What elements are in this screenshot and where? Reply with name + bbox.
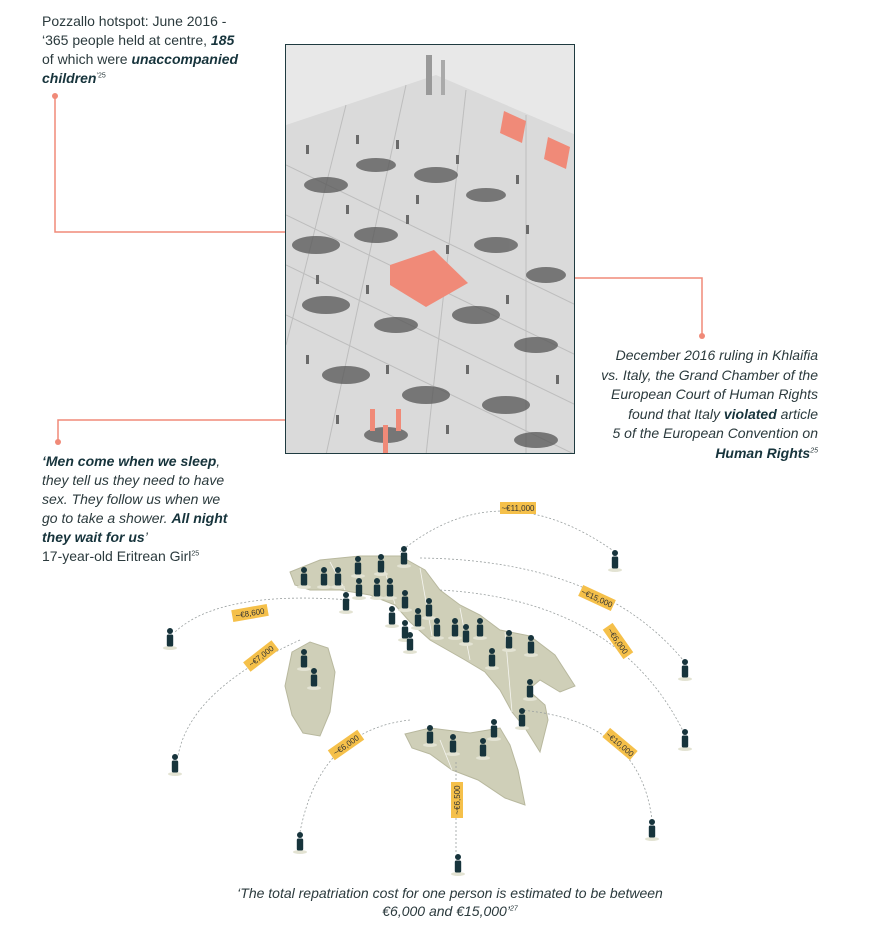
quote-line2: they tell us they need to have <box>42 472 225 488</box>
person-icon <box>339 592 353 614</box>
pozzallo-line3: of which were <box>42 51 132 67</box>
person-icon <box>168 754 182 776</box>
person-icon <box>385 606 399 628</box>
cost-tag-label: ~€8,600 <box>234 606 266 621</box>
ruling-human-rights: Human Rights <box>715 444 811 461</box>
pozzallo-dot <box>52 93 58 99</box>
person-icon <box>451 854 465 876</box>
cost-tag <box>243 640 279 672</box>
cost-tag <box>231 604 269 622</box>
pozzallo-line2: ‘365 people held at centre, <box>42 32 211 48</box>
ruling-line3: European Court of Human Rights <box>611 386 818 402</box>
repatriation-map <box>0 470 876 880</box>
ruling-footnote: 25 <box>810 446 818 454</box>
cost-tag-label: ~€6,000 <box>605 626 630 656</box>
pozzallo-children: children <box>42 70 97 86</box>
cost-tag-label: ~€6,000 <box>331 733 361 758</box>
cost-tag-label: ~€10,000 <box>603 730 636 759</box>
quote-line1: ‘Men come when we sleep <box>42 453 217 469</box>
pozzallo-count: 185 <box>210 32 235 48</box>
cost-tag-label: ~€7,000 <box>247 643 276 669</box>
cost-caption-line1: ‘The total repatriation cost for one person is estimated to be between <box>237 885 663 901</box>
pozzallo-footnote: ’25 <box>96 72 106 80</box>
route-arc-5 <box>178 640 300 756</box>
quote-line4: go to take a shower. <box>42 510 172 526</box>
person-icon <box>678 729 692 751</box>
cost-caption <box>200 884 700 920</box>
cost-tag <box>578 585 616 611</box>
route-arc-1 <box>400 511 615 552</box>
quote-footnote: 25 <box>191 550 200 558</box>
cost-tag-label: ~€11,000 <box>501 504 535 513</box>
quote-attribution: 17-year-old Eritrean Girl <box>42 548 192 564</box>
cost-tag <box>602 728 637 760</box>
person-icon <box>645 819 659 841</box>
pozzallo-unaccompanied: unaccompanied <box>131 51 239 67</box>
quote-line5: they wait for us <box>42 529 145 545</box>
person-icon <box>293 832 307 854</box>
person-icon <box>608 550 622 572</box>
person-icon <box>163 628 177 650</box>
map-sicily <box>405 728 525 805</box>
quote-close: ’ <box>144 529 148 545</box>
ruling-line1: December 2016 ruling in Khlaifia <box>615 347 818 363</box>
ruling-violated: violated <box>723 405 777 422</box>
detention-centre-illustration <box>285 44 575 454</box>
cost-tag <box>451 782 463 818</box>
quote-comma: , <box>216 453 221 469</box>
quote-line3: sex. They follow us when we <box>42 491 221 507</box>
quote-dot <box>55 439 61 445</box>
person-icon <box>678 659 692 681</box>
detention-centre-drawing <box>286 45 575 454</box>
ruling-line5: 5 of the European Convention on <box>612 425 818 441</box>
cost-caption-footnote: 27 <box>509 905 518 913</box>
cost-tag-label: ~€15,000 <box>579 587 614 610</box>
ruling-line4-end: article <box>776 405 818 422</box>
cost-tag <box>500 502 536 514</box>
ruling-note <box>560 346 818 463</box>
ruling-line4: found that Italy <box>628 405 724 422</box>
cost-caption-line2: €6,000 and €15,000’ <box>382 903 510 919</box>
quote-all-night: All night <box>171 510 228 526</box>
ruling-line2: vs. Italy, the Grand Chamber of the <box>601 366 818 383</box>
pozzallo-line1: Pozzallo hotspot: June 2016 - <box>42 13 227 29</box>
cost-tag <box>603 623 633 659</box>
ruling-dot <box>699 333 705 339</box>
cost-tag <box>328 730 364 760</box>
cost-tag-label: ~€6,500 <box>453 785 462 815</box>
